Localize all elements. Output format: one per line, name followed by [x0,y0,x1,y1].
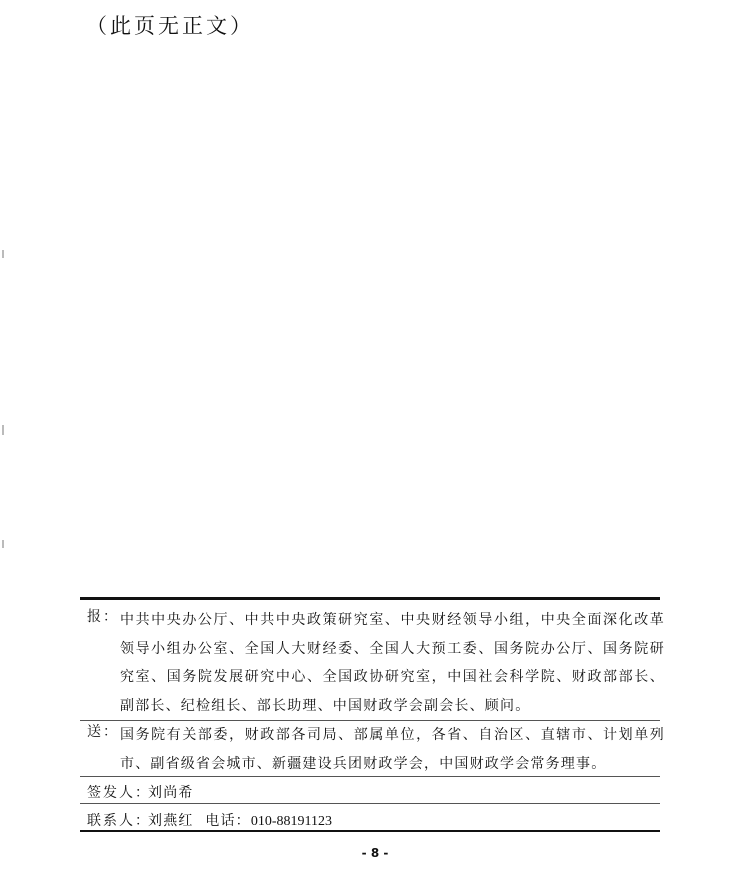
bottom-rule [80,830,660,832]
phone-label: 电话： [205,813,251,829]
page-note: （此页无正文） [86,14,254,38]
section-divider [80,776,660,777]
contact-label: 联系人： [87,813,151,829]
contact-info [148,810,332,830]
send-label: 送： [87,724,119,740]
phone-number: 010-88191123 [250,814,333,829]
scan-mark [2,425,4,435]
report-text: 中共中央办公厅、中共中央政策研究室、中央财经领导小组，中央全面深化改革领导小组办公室、全国人大财经委、全国人大预工委、国务院办公厅、国务院研究室、国务院发展研究中心、全国政协研究室，中国社会科学院、财政部部长、副部长、纪检组长、部长助理、中国财政学会副会长、顾问。 [120,612,665,714]
send-text: 国务院有关部委，财政部各司局、部属单位，各省、自治区、直辖市、计划单列市、副省级省会城市、新疆建设兵团财政学会，中国财政学会常务理事。 [120,727,665,772]
section-divider [80,803,660,804]
scan-mark [2,250,4,258]
top-rule [80,597,660,600]
report-label: 报： [87,609,119,625]
issuer-name: 刘尚希 [148,785,194,801]
page-number: - 8 - [361,846,389,860]
scan-mark [2,540,4,548]
contact-name: 刘燕红 [148,813,194,829]
issuer-label: 签发人： [87,785,151,801]
